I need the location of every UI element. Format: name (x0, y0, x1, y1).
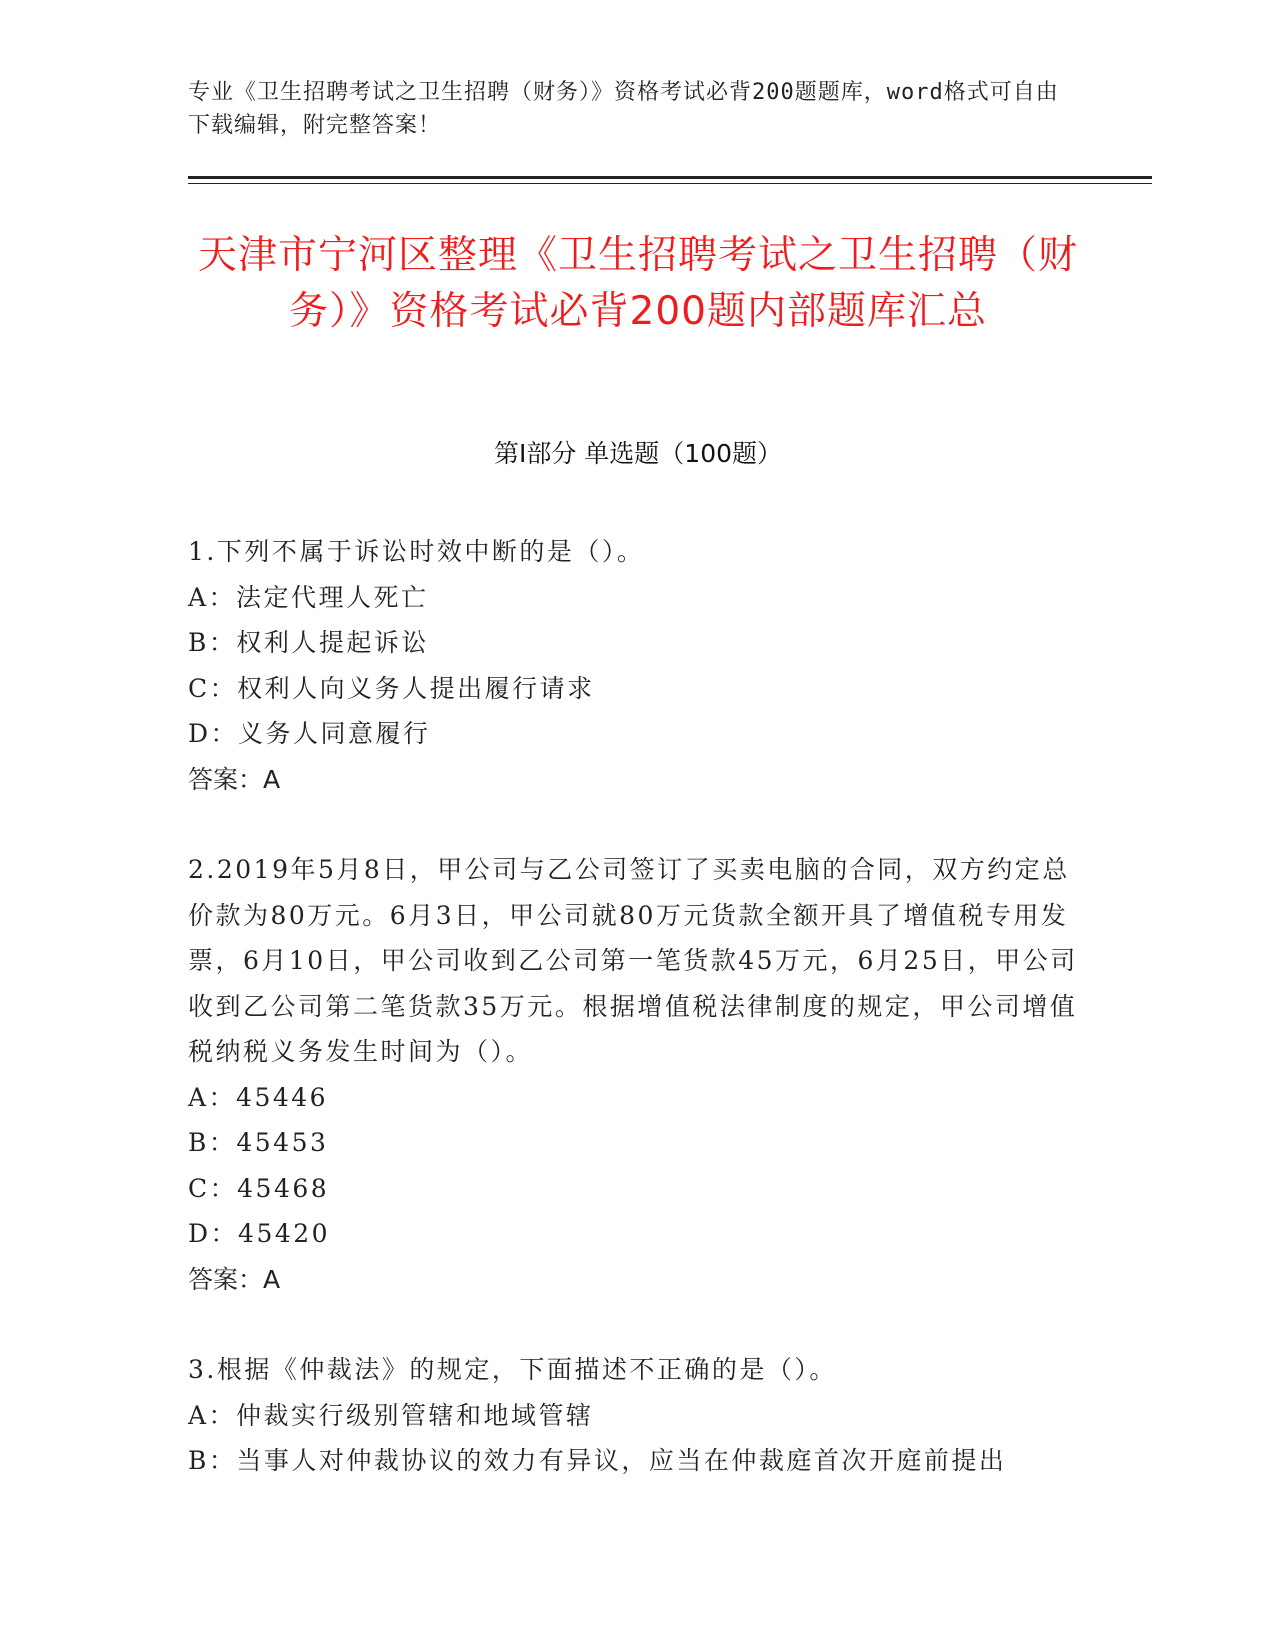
question-stem: 1.下列不属于诉讼时效中断的是（）。 (188, 537, 645, 566)
option-b: B：当事人对仲裁协议的效力有异议，应当在仲裁庭首次开庭前提出 (188, 1446, 1007, 1475)
option-a: A：45446 (188, 1082, 329, 1112)
question-item (188, 1347, 1088, 1484)
document-title: 天津市宁河区整理《卫生招聘考试之卫生招聘（财务）》资格考试必背200题内部题库汇总 (197, 233, 1078, 334)
question-spacer (188, 802, 1088, 847)
answer-line: 答案：A (188, 1264, 281, 1294)
header-divider-thick (188, 176, 1152, 179)
question-item (188, 847, 1088, 1302)
question-spacer (188, 1302, 1088, 1347)
answer-line: 答案：A (188, 764, 281, 794)
option-d: D：45420 (188, 1219, 331, 1248)
question-stem: 2.2019年5月8日，甲公司与乙公司签订了买卖电脑的合同，双方约定总价款为80万元。6月3日，甲公司就80万元货款全额开具了增值税专用发票，6月10日，甲公司收到乙公司第一笔货款45万元，6月25日，甲公司收到乙公司第二笔货款35万元。根据增值税法律制度的规定，甲公司增值税纳税义务发生时间为（）。 (188, 855, 1078, 1066)
option-d: D：义务人同意履行 (188, 719, 431, 748)
option-a: A：仲裁实行级别管辖和地域管辖 (188, 1400, 594, 1430)
header-divider-thin (188, 183, 1152, 184)
section-title: 第I部分 单选题（100题） (493, 439, 783, 468)
option-b: B：权利人提起诉讼 (188, 628, 429, 657)
header-note: 专业《卫生招聘考试之卫生招聘（财务）》资格考试必背200题题库，word格式可自由下载编辑，附完整答案！ (188, 80, 1059, 138)
option-c: C：45468 (188, 1173, 330, 1203)
question-stem: 3.根据《仲裁法》的规定，下面描述不正确的是（）。 (188, 1355, 837, 1384)
question-list (188, 529, 1088, 1484)
option-a: A：法定代理人死亡 (188, 582, 429, 612)
option-b: B：45453 (188, 1128, 329, 1157)
question-item (188, 529, 1088, 802)
option-c: C：权利人向义务人提出履行请求 (188, 673, 595, 703)
